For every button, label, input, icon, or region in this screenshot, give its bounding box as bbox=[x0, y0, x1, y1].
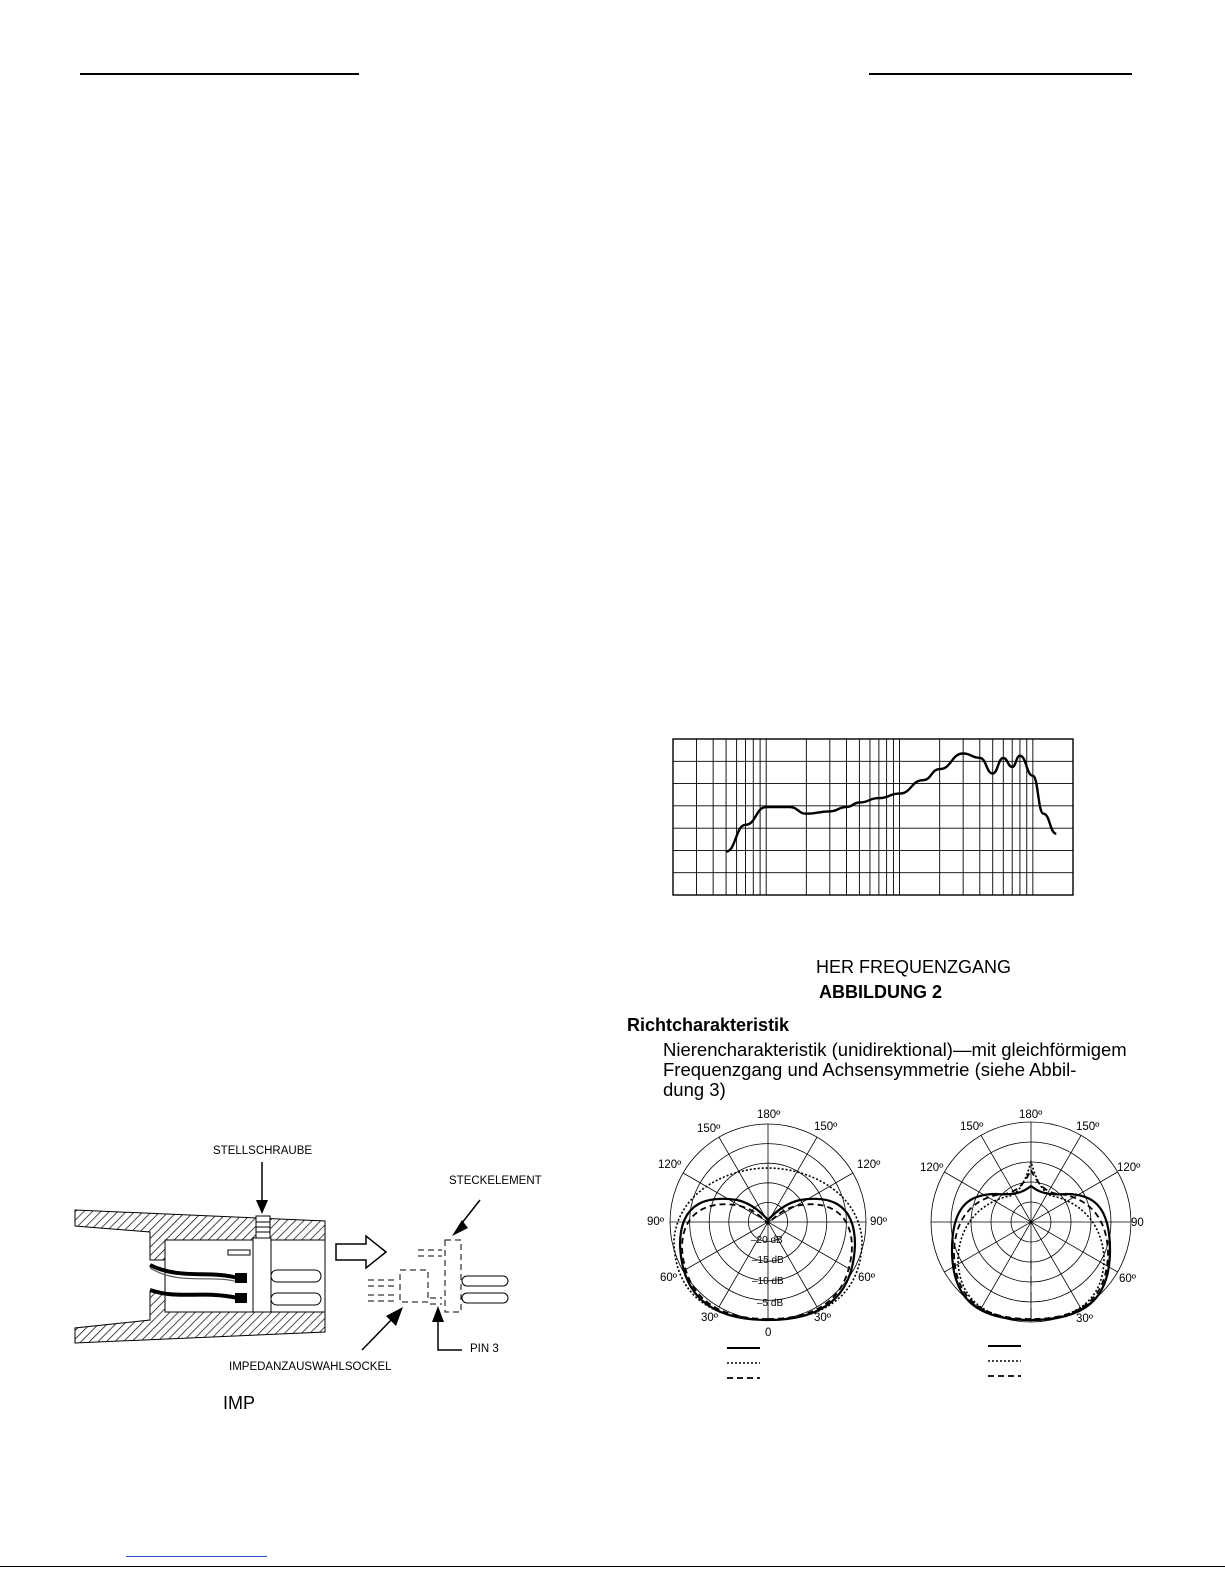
polar-right-150-right: 150º bbox=[1076, 1121, 1100, 1133]
socket-element bbox=[400, 1270, 428, 1302]
polar-left-90-right: 90º bbox=[870, 1216, 887, 1228]
polar-left-30-right: 30º bbox=[814, 1312, 831, 1324]
figure2-caption: HER FREQUENZGANG bbox=[816, 957, 1012, 977]
figure1-caption: IMP bbox=[223, 1393, 256, 1413]
section-body-line-2: Frequenzgang und Achsensymmetrie (siehe Abbil- bbox=[663, 1059, 1077, 1080]
label-pin-3: PIN 3 bbox=[470, 1343, 499, 1355]
label-plug-element: STECKELEMENT bbox=[449, 1175, 542, 1187]
polar-left-120-right: 120º bbox=[857, 1159, 881, 1171]
polar-left-ring-10: –10 dB bbox=[752, 1276, 784, 1287]
section-body bbox=[663, 1040, 1143, 1100]
frequency-response-curve bbox=[726, 754, 1056, 852]
frequency-response-chart bbox=[672, 738, 1074, 896]
polar-right-120-left: 120º bbox=[920, 1162, 944, 1174]
selector-socket bbox=[253, 1238, 271, 1312]
header-rule-left bbox=[80, 73, 359, 75]
polar-left-150-right: 150º bbox=[814, 1121, 838, 1133]
polar-right-150-left: 150º bbox=[960, 1121, 984, 1133]
polar-left-0: 0 bbox=[765, 1327, 772, 1339]
figure2-title: ABBILDUNG 2 bbox=[819, 982, 943, 1002]
polar-left-ring-20: –20 dB bbox=[751, 1235, 783, 1246]
polar-left-120-left: 120º bbox=[658, 1159, 682, 1171]
polar-left-90-left: 90º bbox=[647, 1216, 664, 1228]
polar-pattern-right bbox=[900, 1100, 1160, 1390]
section-heading: Richtcharakteristik bbox=[627, 1015, 790, 1035]
frequency-response-svg bbox=[672, 738, 1074, 896]
polar-right-60: 60º bbox=[1119, 1273, 1136, 1285]
polar-right-30: 30º bbox=[1076, 1313, 1093, 1325]
header-rule-right bbox=[869, 73, 1132, 75]
polar-left-ring-15: –15 dB bbox=[752, 1255, 784, 1266]
polar-left-ring-5: –5 dB bbox=[757, 1298, 784, 1309]
label-impedance-socket: IMPEDANZAUSWAHLSOCKEL bbox=[229, 1361, 392, 1373]
footer-link-underline bbox=[126, 1556, 267, 1557]
polar-right-180: 180º bbox=[1019, 1109, 1043, 1121]
label-set-screw: STELLSCHRAUBE bbox=[213, 1145, 313, 1157]
section-body-line-1: Nierencharakteristik (unidirektional)—mit gleichförmigem bbox=[663, 1039, 1127, 1060]
polar-left-150-left: 150º bbox=[697, 1123, 721, 1135]
footer-rule bbox=[0, 1566, 1225, 1567]
polar-right-svg bbox=[900, 1100, 1160, 1390]
direction-arrow-icon bbox=[336, 1236, 386, 1268]
plug-element bbox=[445, 1240, 461, 1312]
chart-frame bbox=[673, 739, 1073, 895]
polar-left-60-left: 60º bbox=[660, 1272, 677, 1284]
polar-right-90: 90 bbox=[1131, 1217, 1144, 1229]
polar-left-60-right: 60º bbox=[858, 1272, 875, 1284]
polar-left-180: 180º bbox=[757, 1109, 781, 1121]
polar-left-30-left: 30º bbox=[701, 1312, 718, 1324]
section-body-line-3: dung 3) bbox=[663, 1079, 726, 1100]
polar-right-120-right: 120º bbox=[1117, 1162, 1141, 1174]
